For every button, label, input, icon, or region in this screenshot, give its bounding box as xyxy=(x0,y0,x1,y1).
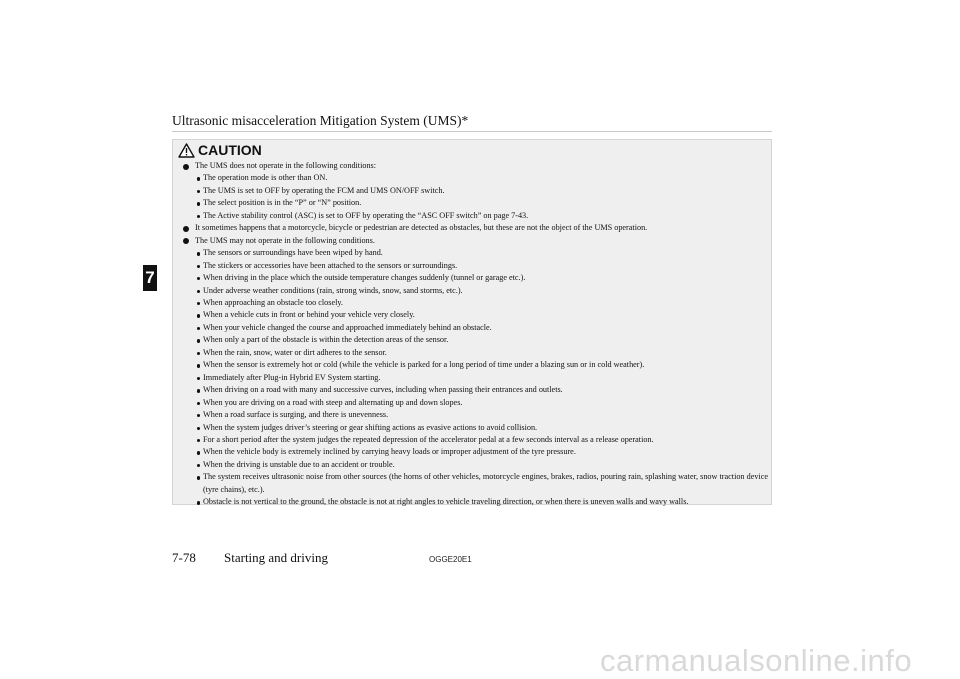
caution-list-item xyxy=(173,409,771,421)
caution-list-item-text: The system receives ultrasonic noise from other sources (the horns of other vehicles, motorcycle engines, brakes, radios, pouring rain, splashing water, snow traction device (tyre chains), etc.). xyxy=(203,472,768,494)
caution-point-text: The UMS may not operate in the following conditions. xyxy=(195,235,375,245)
caution-list-item xyxy=(173,459,771,471)
caution-list-item-text: When your vehicle changed the course and approached immediately behind an obstacle. xyxy=(203,322,492,332)
bullet-dot-icon xyxy=(197,402,200,405)
caution-list-item-text: When the system judges driver’s steering or gear shifting actions as evasive actions to avoid collision. xyxy=(203,422,538,432)
caution-list-item-text: When the driving is unstable due to an accident or trouble. xyxy=(203,459,395,469)
caution-list-item-text: Under adverse weather conditions (rain, strong winds, snow, sand storms, etc.). xyxy=(203,285,463,295)
caution-list-item-text: Obstacle is not vertical to the ground, the obstacle is not at right angles to vehicle traveling direction, or when there is uneven walls and wavy walls. xyxy=(203,497,689,507)
caution-list-item xyxy=(173,185,771,197)
caution-list-item-text: Immediately after Plug-in Hybrid EV System starting. xyxy=(203,372,381,382)
caution-list-item xyxy=(173,434,771,446)
caution-list-item-text: When approaching an obstacle too closely. xyxy=(203,297,343,307)
caution-point xyxy=(173,235,771,247)
caution-list-item-text: When driving in the place which the outside temperature changes suddenly (tunnel or garage etc.). xyxy=(203,273,526,283)
chapter-tab: 7 xyxy=(143,265,157,291)
caution-list-item xyxy=(173,372,771,384)
caution-list-item xyxy=(173,384,771,396)
caution-list-item xyxy=(173,210,771,222)
bullet-dot-icon xyxy=(197,389,200,392)
caution-header xyxy=(178,141,262,159)
bullet-dot-icon xyxy=(197,190,200,193)
caution-list-item xyxy=(173,422,771,434)
caution-list-item xyxy=(173,247,771,259)
caution-list-item xyxy=(173,309,771,321)
caution-list-item-text: When only a part of the obstacle is within the detection areas of the sensor. xyxy=(203,335,449,345)
bullet-dot-icon xyxy=(197,177,200,180)
caution-list-item xyxy=(173,285,771,297)
caution-list-item-text: The UMS is set to OFF by operating the FCM and UMS ON/OFF switch. xyxy=(203,185,445,195)
bullet-dot-icon xyxy=(197,464,200,467)
bullet-dot-icon xyxy=(197,314,200,317)
caution-list-item xyxy=(173,471,771,496)
bullet-dot-icon xyxy=(197,252,200,255)
bullet-dot-icon xyxy=(197,202,200,205)
bullet-dot-icon xyxy=(197,414,200,417)
bullet-dot-icon xyxy=(197,501,200,504)
caution-body xyxy=(173,160,771,509)
caution-list-item xyxy=(173,347,771,359)
caution-list-item-text: When the vehicle body is extremely inclined by carrying heavy loads or improper adjustment of the tyre pressure. xyxy=(203,447,576,457)
caution-list-item xyxy=(173,359,771,371)
document-code: OGGE20E1 xyxy=(429,555,472,564)
bullet-dot-icon xyxy=(197,339,200,342)
caution-list-item xyxy=(173,322,771,334)
caution-list-item xyxy=(173,272,771,284)
caution-list-item xyxy=(173,260,771,272)
bullet-dot-icon xyxy=(197,451,200,454)
bullet-dot-icon xyxy=(197,277,200,280)
caution-list-item-text: When the rain, snow, water or dirt adheres to the sensor. xyxy=(203,347,387,357)
caution-list-item xyxy=(173,197,771,209)
caution-list-item xyxy=(173,334,771,346)
header-divider xyxy=(172,131,772,132)
caution-list-item xyxy=(173,397,771,409)
section-name: Starting and driving xyxy=(224,550,328,565)
caution-list-item-text: The Active stability control (ASC) is set to OFF by operating the “ASC OFF switch” on page 7-43. xyxy=(203,210,529,220)
caution-list-item xyxy=(173,446,771,458)
bullet-dot-icon xyxy=(197,290,200,293)
caution-list-item-text: The select position is in the “P” or “N” position. xyxy=(203,198,362,208)
bullet-dot-icon xyxy=(197,352,200,355)
caution-list-item xyxy=(173,297,771,309)
bullet-dot-icon xyxy=(197,439,200,442)
caution-label: CAUTION xyxy=(198,142,262,158)
caution-list-item-text: The sensors or surroundings have been wiped by hand. xyxy=(203,248,383,258)
caution-box xyxy=(172,139,772,505)
page-number: 7-78 xyxy=(172,550,196,565)
bullet-dot-icon xyxy=(197,265,200,268)
caution-point-text: The UMS does not operate in the following conditions: xyxy=(195,161,377,170)
bullet-dot-icon xyxy=(197,377,200,380)
bullet-dot-icon xyxy=(197,476,200,479)
round-bullet-icon xyxy=(183,164,189,170)
warning-triangle-icon xyxy=(178,143,195,158)
caution-list-item-text: When a road surface is surging, and there is unevenness. xyxy=(203,410,389,420)
bullet-dot-icon xyxy=(197,364,200,367)
page-header-title: Ultrasonic misacceleration Mitigation System (UMS)* xyxy=(172,113,469,128)
round-bullet-icon xyxy=(183,226,189,232)
caution-list-item-text: The operation mode is other than ON. xyxy=(203,173,328,183)
caution-list-item-text: When the sensor is extremely hot or cold (while the vehicle is parked for a long period of time under a blazing sun or in cold weather). xyxy=(203,360,645,370)
watermark: carmanualsonline.info xyxy=(600,643,913,678)
caution-list-item-text: The stickers or accessories have been attached to the sensors or surroundings. xyxy=(203,260,458,270)
round-bullet-icon xyxy=(183,238,189,244)
bullet-dot-icon xyxy=(197,427,200,430)
caution-list-item-text: When driving on a road with many and successive curves, including when passing their entrances and outlets. xyxy=(203,385,563,395)
caution-list-item-text: For a short period after the system judges the repeated depression of the accelerator pedal at a few seconds interval as a release operation. xyxy=(203,434,654,444)
bullet-dot-icon xyxy=(197,302,200,305)
bullet-dot-icon xyxy=(197,215,200,218)
caution-list-item xyxy=(173,496,771,508)
caution-list-item xyxy=(173,172,771,184)
caution-point-text: It sometimes happens that a motorcycle, bicycle or pedestrian are detected as obstacles, but these are not the object of the UMS operation. xyxy=(195,223,648,233)
caution-list-item-text: When a vehicle cuts in front or behind your vehicle very closely. xyxy=(203,310,415,320)
bullet-dot-icon xyxy=(197,327,200,330)
caution-point xyxy=(173,160,771,172)
caution-point xyxy=(173,222,771,234)
caution-list-item-text: When you are driving on a road with steep and alternating up and down slopes. xyxy=(203,397,463,407)
